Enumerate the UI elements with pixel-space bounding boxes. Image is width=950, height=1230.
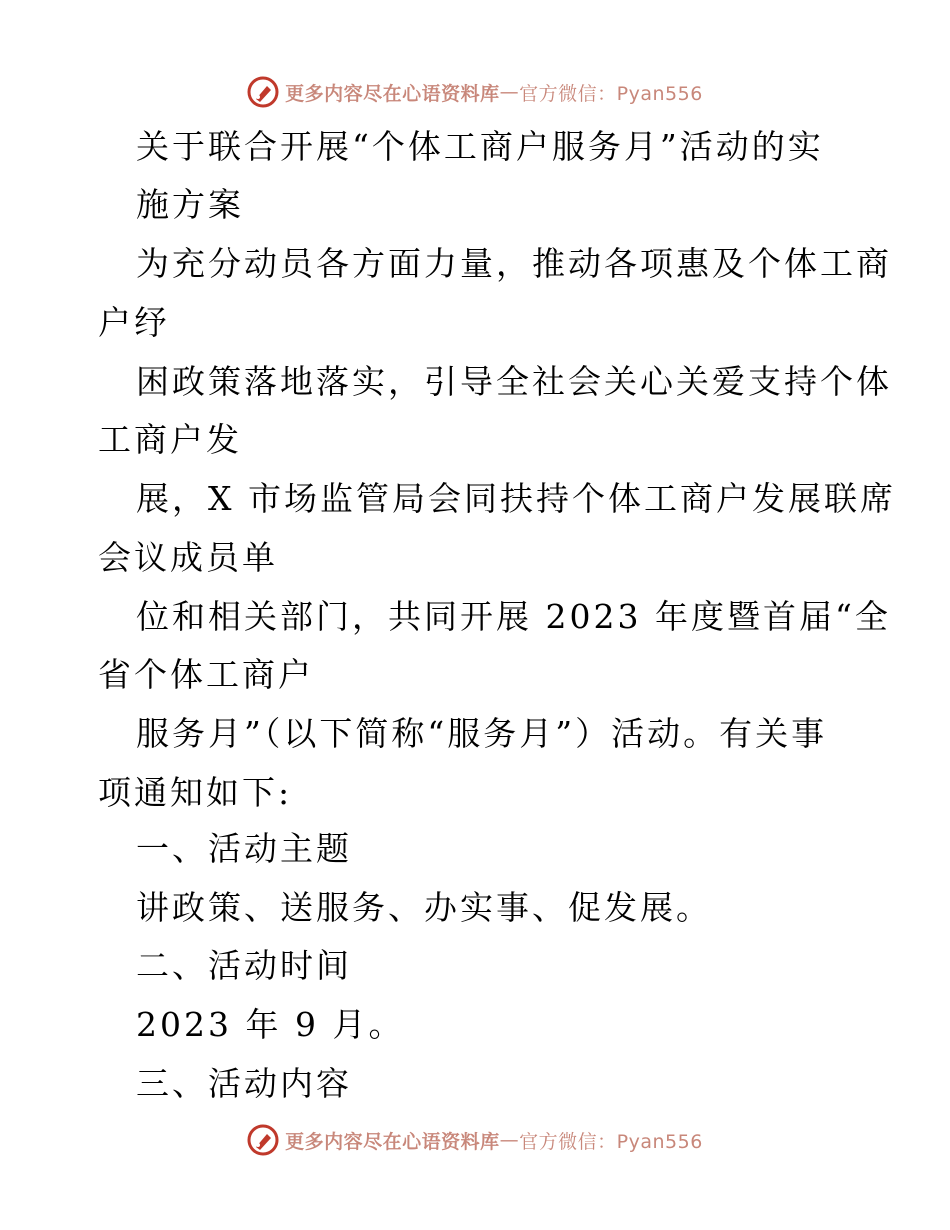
doc-paragraph-line: 会议成员单 bbox=[98, 538, 278, 577]
doc-paragraph-line: 项通知如下: bbox=[98, 773, 293, 812]
doc-paragraph-line: 困政策落地落实，引导全社会关心关爱支持个体 bbox=[136, 362, 892, 401]
doc-paragraph-line: 讲政策、送服务、办实事、促发展。 bbox=[136, 888, 712, 927]
pen-nib-logo-icon bbox=[247, 1124, 279, 1156]
watermark-main-text: 更多内容尽在心语资料库 bbox=[285, 1130, 500, 1153]
watermark-separator: — bbox=[499, 81, 520, 103]
watermark-main-text: 更多内容尽在心语资料库 bbox=[285, 82, 500, 105]
doc-paragraph-line: 为充分动员各方面力量，推动各项惠及个体工商 bbox=[136, 244, 892, 283]
doc-paragraph-line: 户纾 bbox=[98, 303, 170, 342]
doc-paragraph-line: 省个体工商户 bbox=[98, 655, 314, 694]
watermark-wechat-text: 官方微信：Pyan556 bbox=[519, 82, 703, 105]
doc-paragraph-line: 展，X 市场监管局会同扶持个体工商户发展联席 bbox=[136, 479, 896, 518]
doc-title-line-2: 施方案 bbox=[136, 185, 244, 224]
doc-title-line-1: 关于联合开展“个体工商户服务月”活动的实 bbox=[136, 127, 824, 166]
watermark-footer bbox=[0, 1120, 950, 1160]
watermark-wechat-text: 官方微信：Pyan556 bbox=[519, 1130, 703, 1153]
watermark-separator: — bbox=[499, 1129, 520, 1151]
section-heading-time: 二、活动时间 bbox=[136, 946, 352, 985]
doc-paragraph-line: 2023 年 9 月。 bbox=[136, 1005, 405, 1044]
section-heading-content: 三、活动内容 bbox=[136, 1064, 352, 1103]
doc-paragraph-line: 工商户发 bbox=[98, 420, 242, 459]
section-heading-theme: 一、活动主题 bbox=[136, 829, 352, 868]
doc-paragraph-line: 位和相关部门，共同开展 2023 年度暨首届“全 bbox=[136, 597, 891, 636]
doc-paragraph-line: 服务月”（以下简称“服务月”）活动。有关事 bbox=[136, 714, 828, 753]
pen-nib-logo-icon bbox=[247, 76, 279, 108]
watermark-header bbox=[0, 72, 950, 112]
